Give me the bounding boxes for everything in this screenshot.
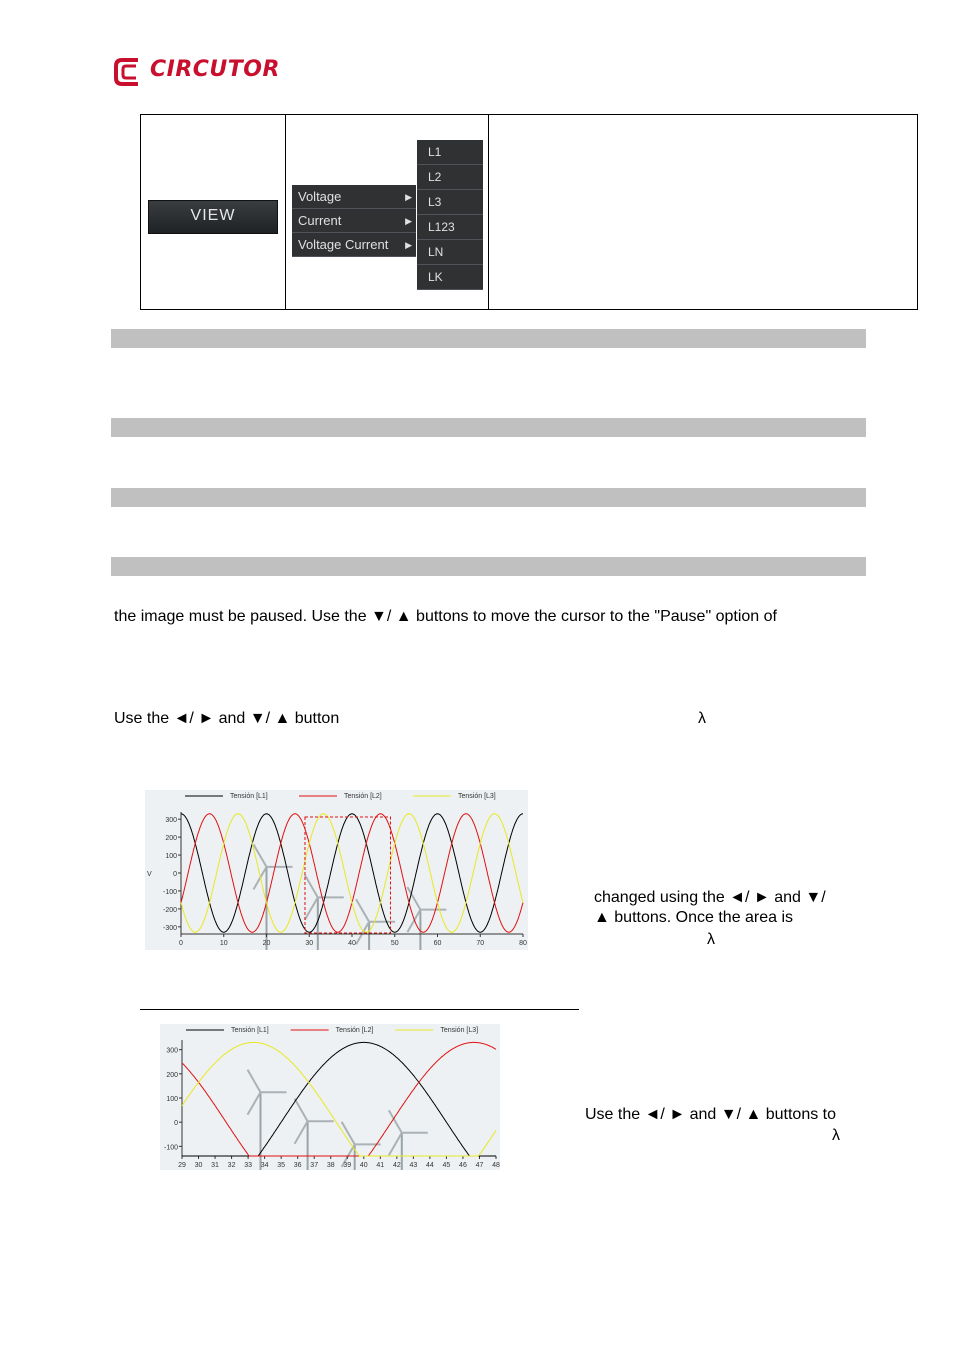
x-tick-label: 34	[260, 1162, 269, 1169]
section-bar	[111, 418, 866, 437]
x-tick-label: 50	[390, 940, 399, 947]
legend-entry: Tensión [L3]	[440, 1027, 479, 1034]
menu-item-voltage-current[interactable]	[292, 233, 416, 257]
y-tick-label: -100	[163, 1144, 178, 1152]
side-text-2a: Use the ◄/ ► and ▼/ ▲ buttons to	[585, 1106, 837, 1123]
x-tick-label: 39	[343, 1162, 352, 1169]
circutor-logo-icon	[112, 55, 146, 89]
y-tick-label: 100	[165, 853, 177, 861]
menu-item-voltage[interactable]	[292, 185, 416, 209]
chart-background	[145, 790, 528, 950]
divider	[140, 1009, 579, 1010]
legend-entry: Tensión [L1]	[231, 1027, 269, 1034]
chevron-right-icon: ▶	[405, 216, 412, 226]
view-submenu	[417, 140, 483, 290]
chart-background	[160, 1024, 500, 1170]
menu-item-label: Voltage Current	[298, 237, 389, 252]
y-tick-label: -300	[162, 924, 177, 932]
submenu-item-lk[interactable]: LK	[417, 265, 483, 290]
submenu-item-l3[interactable]: L3	[417, 190, 483, 215]
x-tick-label: 42	[392, 1162, 401, 1169]
x-tick-label: 10	[219, 940, 228, 947]
submenu-item-l123[interactable]: L123	[417, 215, 483, 240]
x-tick-label: 30	[194, 1162, 203, 1169]
y-tick-label: 200	[165, 835, 177, 843]
x-tick-label: 48	[492, 1162, 500, 1169]
view-menu	[292, 185, 416, 257]
side-text-1c: λ	[707, 931, 715, 948]
legend-entry: Tensión [L2]	[344, 793, 382, 800]
voltage-chart-zoom	[160, 1024, 500, 1170]
x-tick-label: 31	[211, 1162, 219, 1169]
y-tick-label: 200	[166, 1071, 178, 1079]
y-tick-label: 300	[165, 817, 177, 825]
legend-entry: Tensión [L3]	[458, 793, 496, 800]
x-tick-label: 38	[326, 1162, 335, 1169]
side-text-1a: changed using the ◄/ ► and ▼/	[594, 889, 826, 906]
x-tick-label: 30	[305, 940, 314, 947]
voltage-chart-full	[145, 790, 528, 950]
x-tick-label: 40	[348, 940, 356, 947]
paragraph-cursor: Use the ◄/ ► and ▼/ ▲ button	[114, 710, 340, 727]
y-axis-label: V	[147, 871, 152, 878]
x-tick-label: 41	[376, 1162, 385, 1169]
section-bar	[111, 488, 866, 507]
x-tick-label: 70	[476, 940, 485, 947]
x-tick-label: 46	[459, 1162, 467, 1169]
x-tick-label: 47	[475, 1162, 484, 1169]
submenu-item-l1[interactable]: L1	[417, 140, 483, 165]
y-tick-label: -200	[162, 906, 177, 914]
x-tick-label: 0	[179, 940, 183, 947]
lambda-symbol: λ	[698, 710, 706, 727]
y-tick-label: 100	[166, 1096, 178, 1103]
circutor-logo	[112, 55, 292, 91]
menu-item-current[interactable]	[292, 209, 416, 233]
x-tick-label: 45	[442, 1162, 451, 1169]
x-tick-label: 36	[293, 1162, 302, 1169]
x-tick-label: 43	[409, 1162, 418, 1169]
y-tick-label: 0	[174, 1120, 178, 1128]
x-tick-label: 35	[277, 1162, 286, 1169]
brand-name: CIRCUTOR	[150, 57, 280, 82]
paragraph-pause: the image must be paused. Use the ▼/ ▲ buttons to move the cursor to the "Pause" option of	[114, 608, 777, 625]
x-tick-label: 60	[433, 940, 442, 947]
x-tick-label: 20	[262, 940, 271, 947]
x-tick-label: 37	[310, 1162, 319, 1169]
section-bar	[111, 329, 866, 348]
view-button[interactable]: VIEW	[148, 200, 278, 234]
menu-item-label: Voltage	[298, 189, 342, 204]
x-tick-label: 80	[519, 940, 527, 947]
side-text-1b: ▲ buttons. Once the area is	[594, 909, 794, 926]
x-tick-label: 40	[359, 1162, 368, 1169]
x-tick-label: 32	[227, 1162, 236, 1169]
section-bar	[111, 557, 866, 576]
x-tick-label: 29	[178, 1162, 186, 1169]
y-tick-label: -100	[162, 888, 177, 896]
submenu-item-l2[interactable]: L2	[417, 165, 483, 190]
side-text-2b: λ	[832, 1127, 840, 1144]
y-tick-label: 300	[166, 1047, 178, 1055]
legend-entry: Tensión [L2]	[335, 1027, 374, 1034]
x-tick-label: 33	[244, 1162, 253, 1169]
menu-item-label: Current	[298, 213, 342, 228]
y-tick-label: 0	[173, 871, 177, 878]
chevron-right-icon: ▶	[405, 192, 412, 202]
description-cell	[489, 115, 918, 310]
chevron-right-icon: ▶	[405, 240, 412, 250]
legend-entry: Tensión [L1]	[230, 793, 268, 800]
x-tick-label: 44	[425, 1162, 434, 1169]
submenu-item-ln[interactable]: LN	[417, 240, 483, 265]
